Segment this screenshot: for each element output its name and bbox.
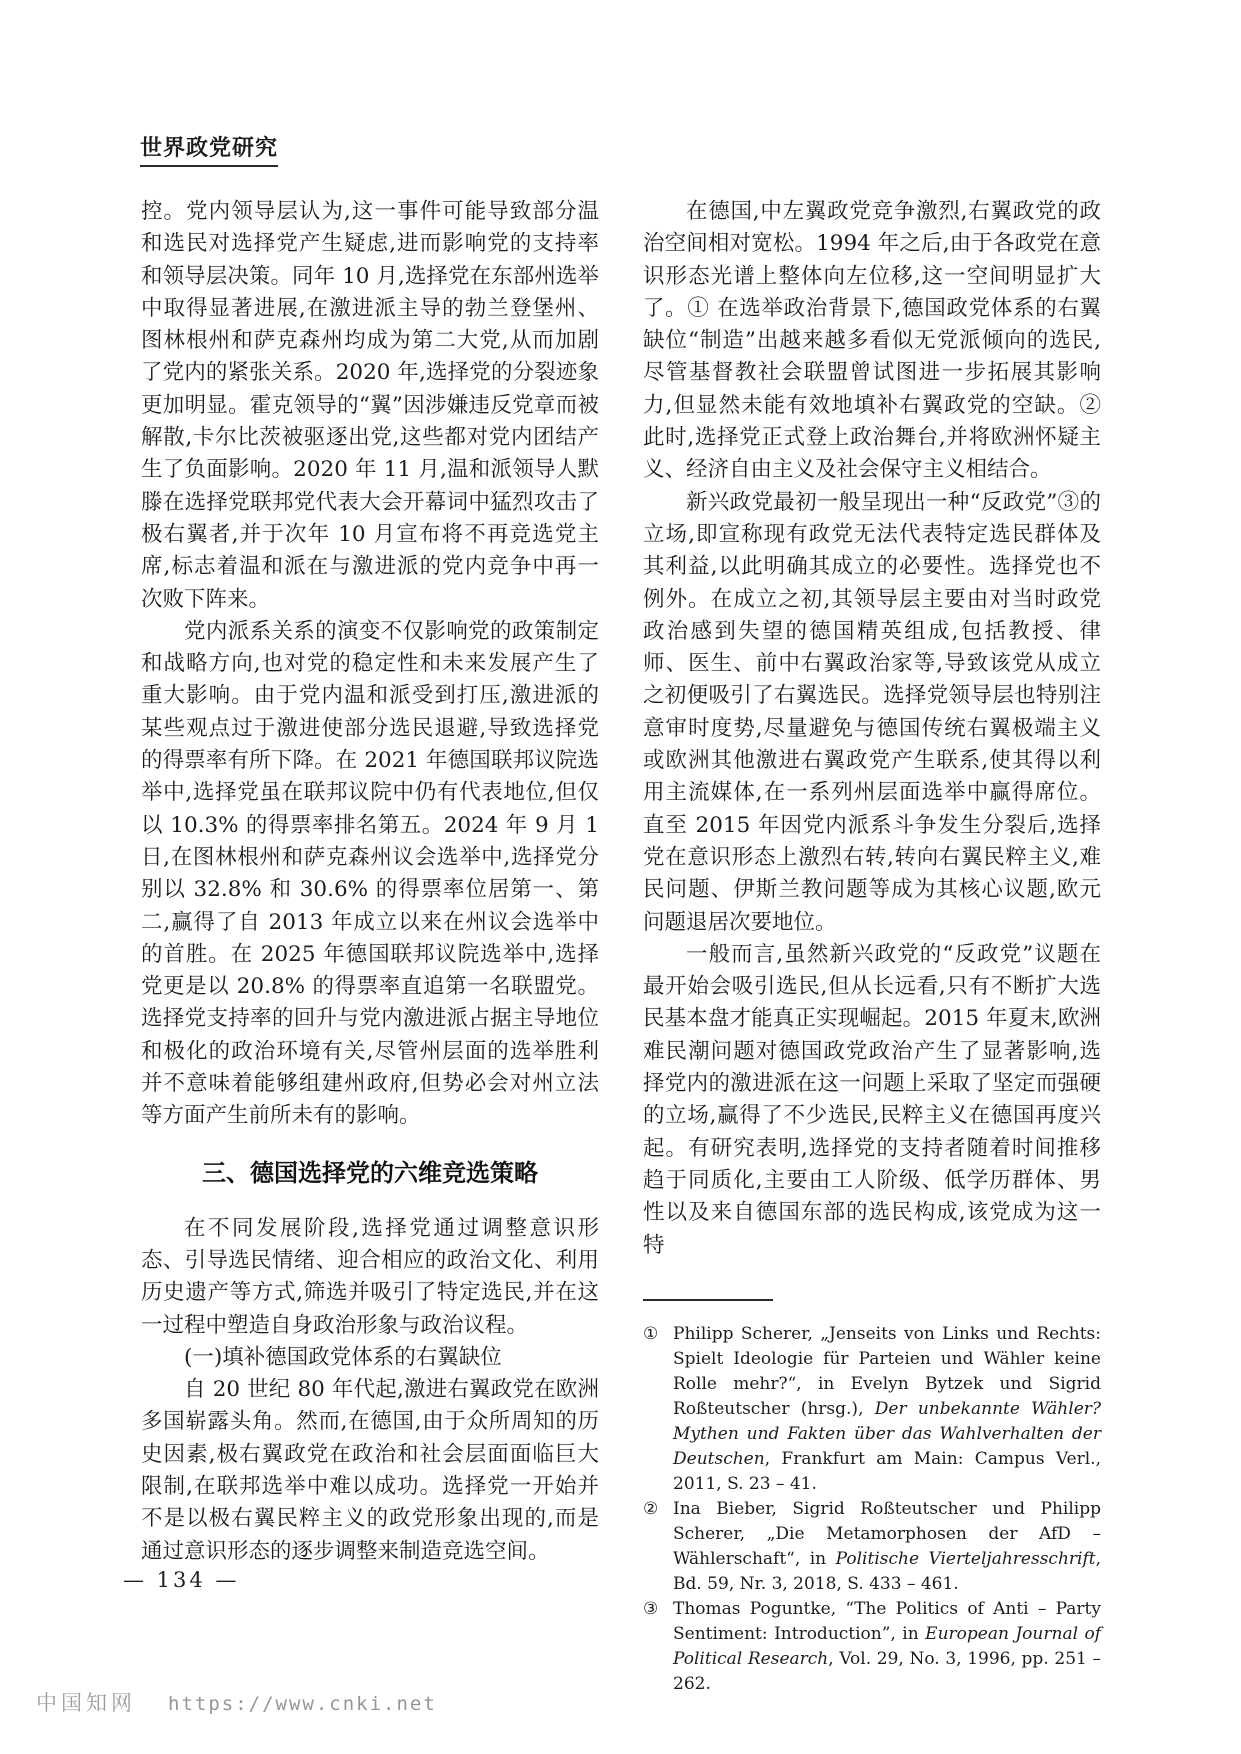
body-paragraph: 在德国,中左翼政党竞争激烈,右翼政党的政治空间相对宽松。1994 年之后,由于各政党在意识形态光谱上整体向左位移,这一空间明显扩大了。① 在选举政治背景下,德国政党体系的右翼缺位“制造”出越来越多看似无党派倾向的选民,尽管基督教社会联盟曾试图进一步拓展其影响力,但显然未能有效地填补右翼政党的空缺。② 此时,选择党正式登上政治舞台,并将欧洲怀疑主义、经济自由主义及社会保守主义相结合。 <box>643 199 1101 483</box>
subsection-heading: (一)填补德国政党体系的右翼缺位 <box>184 1344 502 1370</box>
footnote-marker: ① <box>643 1323 659 1344</box>
footnotes-block <box>643 1322 1101 1697</box>
running-header: 世界政党研究 <box>140 131 278 167</box>
footnote-item <box>643 1322 1101 1497</box>
body-paragraph: 自 20 世纪 80 年代起,激进右翼政党在欧洲多国崭露头角。然而,在德国,由于众所周知的历史因素,极右翼政党在政治和社会层面面临巨大限制,在联邦选举中难以成功。选择党一开始并不是以极右翼民粹主义的政党形象出现的,而是通过意识形态的逐步调整来制造竞选空间。 <box>141 1377 599 1564</box>
body-paragraph: 控。党内领导层认为,这一事件可能导致部分温和选民对选择党产生疑虑,进而影响党的支持率和领导层决策。同年 10 月,选择党在东部州选举中取得显著进展,在激进派主导的勃兰登堡州、图林根州和萨克森州均成为第二大党,从而加剧了党内的紧张关系。2020 年,选择党的分裂迹象更加明显。霍克领导的“翼”因涉嫌违反党章而被解散,卡尔比茨被驱逐出党,这些都对党内团结产生了负面影响。2020 年 11 月,温和派领导人默滕在选择党联邦党代表大会开幕词中猛烈攻击了极右翼者,并于次年 10 月宣布将不再竞选党主席,标志着温和派在与激进派的党内竞争中再一次败下阵来。 <box>141 199 599 612</box>
watermark <box>36 1687 437 1717</box>
footnote-text: Thomas Poguntke, “The Politics of Anti – Party Sentiment: Introduction”, in European Journal of Political Research, Vol. 29, No. 3, 1996, pp. 251 – 262. <box>673 1598 1102 1694</box>
body-paragraph: 一般而言,虽然新兴政党的“反政党”议题在最开始会吸引选民,但从长远看,只有不断扩大选民基本盘才能真正实现崛起。2015 年夏末,欧洲难民潮问题对德国政党政治产生了显著影响,选择党内的激进派在这一问题上采取了坚定而强硬的立场,赢得了不少选民,民粹主义在德国再度兴起。有研究表明,选择党的支持者随着时间推移趋于同质化,主要由工人阶级、低学历群体、男性以及来自德国东部的选民构成,该党成为这一特 <box>643 941 1101 1258</box>
footnote-separator <box>643 1299 773 1301</box>
footnote-marker: ③ <box>643 1598 659 1619</box>
body-paragraph: 党内派系关系的演变不仅影响党的政策制定和战略方向,也对党的稳定性和未来发展产生了重大影响。由于党内温和派受到打压,激进派的某些观点过于激进使部分选民退避,导致选择党的得票率有所下降。在 2021 年德国联邦议院选举中,选择党虽在联邦议院中仍有代表地位,但仅以 10.3% 的得票率排名第五。2024 年 9 月 1 日,在图林根州和萨克森州议会选举中,选择党分别以 32.8% 和 30.6% 的得票率位居第一、第二,赢得了自 2013 年成立以来在州议会选举中的首胜。在 2025 年德国联邦议院选举中,选择党更是以 20.8% 的得票率直追第一名联盟党。选择党支持率的回升与党内激进派占据主导地位和极化的政治环境有关,尽管州层面的选举胜利并不意味着能够组建州政府,但势必会对州立法等方面产生前所未有的影响。 <box>141 618 599 1129</box>
left-column <box>141 196 599 1568</box>
body-paragraph: 在不同发展阶段,选择党通过调整意识形态、引导选民情绪、迎合相应的政治文化、利用历史遗产等方式,筛选并吸引了特定选民,并在这一过程中塑造自身政治形象与政治议程。 <box>141 1215 599 1338</box>
section-heading: 三、德国选择党的六维竞选策略 <box>202 1158 538 1187</box>
footnote-item <box>643 1597 1101 1697</box>
footnote-marker: ② <box>643 1498 659 1519</box>
footnote-text: Ina Bieber, Sigrid Roßteutscher und Philipp Scherer, „Die Metamorphosen der AfD – Wählerschaft“, in Politische Vierteljahresschrift, Bd. 59, Nr. 3, 2018, S. 433 – 461. <box>673 1498 1101 1594</box>
body-paragraph: 新兴政党最初一般呈现出一种“反政党”③的立场,即宣称现有政党无法代表特定选民群体及其利益,以此明确其成立的必要性。选择党也不例外。在成立之初,其领导层主要由对当时政党政治感到失望的德国精英组成,包括教授、律师、医生、前中右翼政治家等,导致该党从成立之初便吸引了右翼选民。选择党领导层也特别注意审时度势,尽量避免与德国传统右翼极端主义或欧洲其他激进右翼政党产生联系,使其得以利用主流媒体,在一系列州层面选举中赢得席位。直至 2015 年因党内派系斗争发生分裂后,选择党在意识形态上激烈右转,转向右翼民粹主义,难民问题、伊斯兰教问题等成为其核心议题,欧元问题退居次要地位。 <box>643 489 1101 935</box>
watermark-brand: 中国知网 <box>36 1691 136 1715</box>
footnote-item <box>643 1497 1101 1597</box>
watermark-url: https://www.cnki.net <box>168 1693 437 1715</box>
right-column <box>643 196 1101 1697</box>
page-number: — 134 — <box>123 1568 240 1592</box>
footnote-text: Philipp Scherer, „Jenseits von Links und Rechts: Spielt Ideologie für Parteien und Wähler keine Rolle mehr?“, in Evelyn Bytzek und Sigrid Roßteutscher (hrsg.), Der unbekannte Wähler? Mythen und Fakten über das Wahlverhalten der Deutschen, Frankfurt am Main: Campus Verl., 2011, S. 23 – 41. <box>673 1323 1101 1494</box>
